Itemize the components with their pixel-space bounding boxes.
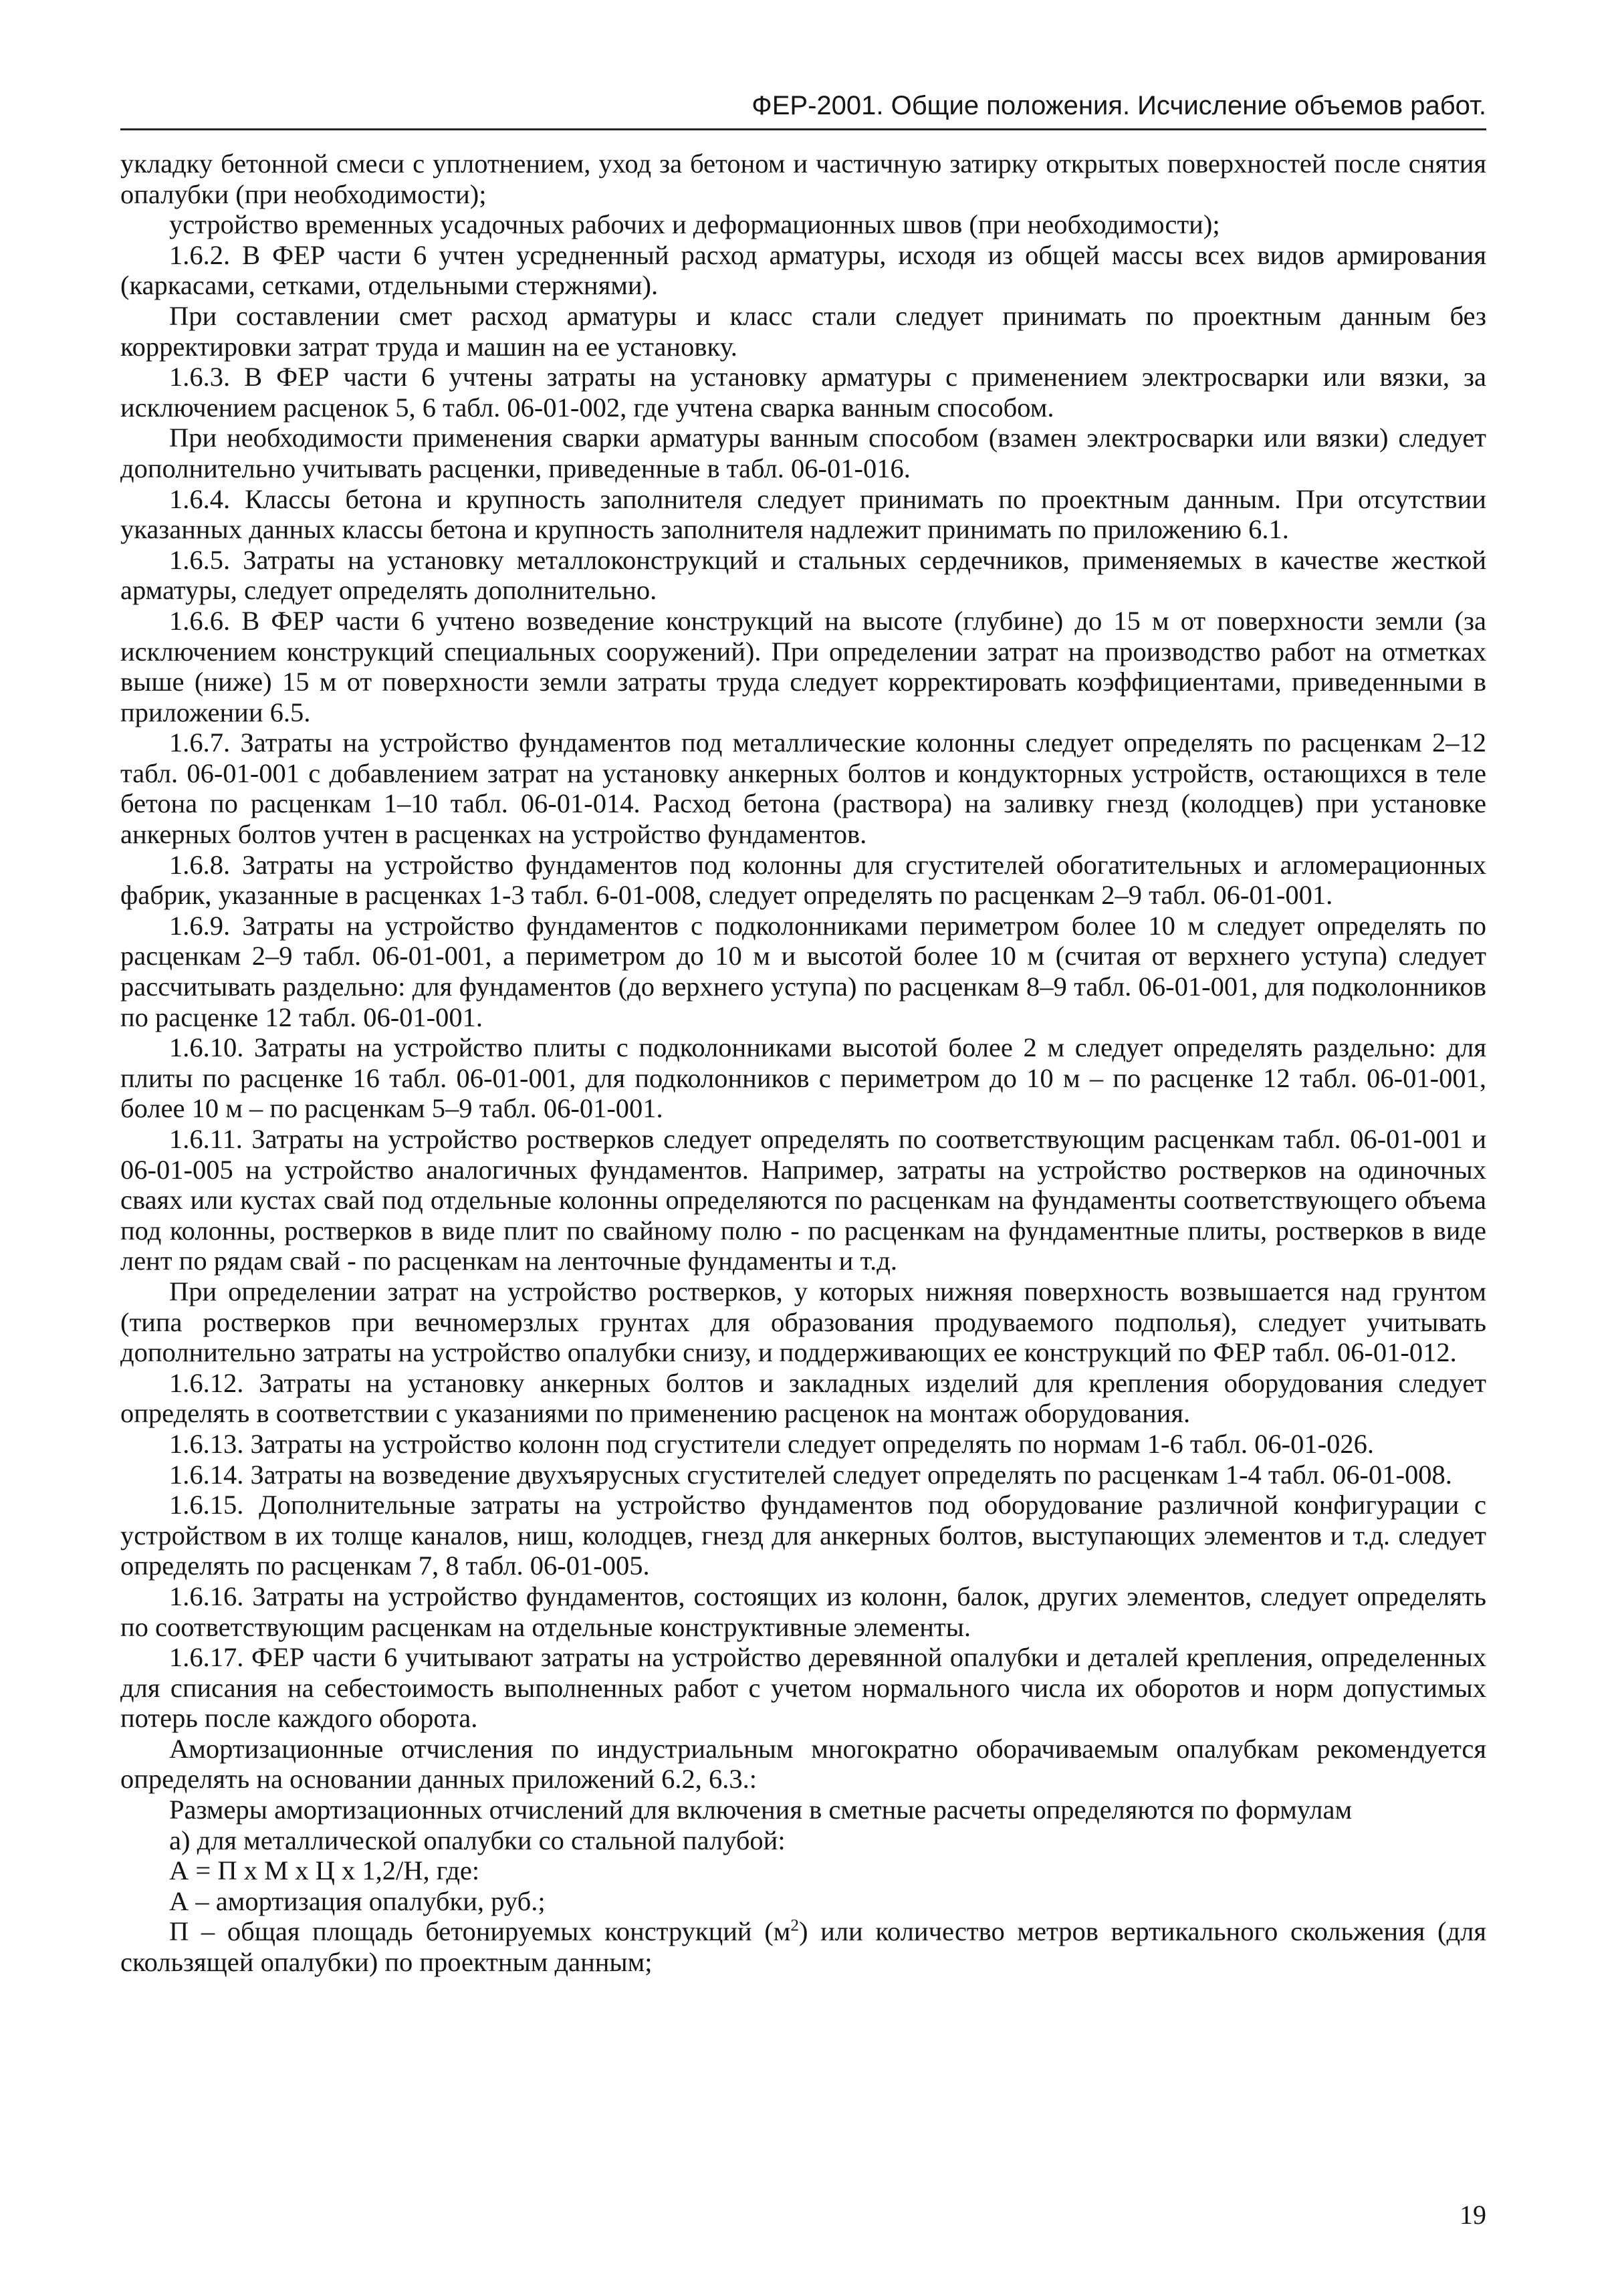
paragraph: 1.6.10. Затраты на устройство плиты с подколонниками высотой более 2 м следует определять раздельно: для плиты по расценке 16 табл. 06-01-001, для подколонников с периметром до 10 м – по расценке 12 табл. 06-01-001, более 10 м – по расценкам 5–9 табл. 06-01-001. — [120, 1032, 1486, 1124]
page-number: 19 — [1460, 2200, 1486, 2230]
paragraph: 1.6.15. Дополнительные затраты на устройство фундаментов под оборудование различной конфигурации с устройством в их толще каналов, ниш, колодцев, гнезд для анкерных болтов, выступающих элементов и т.д. следует определять по расценкам 7, 8 табл. 06-01-005. — [120, 1490, 1486, 1581]
paragraph: 1.6.4. Классы бетона и крупность заполнителя следует принимать по проектным данным. При отсутствии указанных данных классы бетона и крупность заполнителя надлежит принимать по приложению 6.1. — [120, 483, 1486, 545]
page-header — [120, 87, 1486, 124]
paragraph: укладку бетонной смеси с уплотнением, уход за бетоном и частичную затирку открытых поверхностей после снятия опалубки (при необходимости); — [120, 148, 1486, 209]
paragraph: При составлении смет расход арматуры и класс стали следует принимать по проектным данным без корректировки затрат труда и машин на ее установку. — [120, 300, 1486, 362]
paragraph: 1.6.14. Затраты на возведение двухъярусных сгустителей следует определять по расценкам 1-4 табл. 06-01-008. — [169, 1459, 1452, 1490]
paragraph: А – амортизация опалубки, руб.; — [169, 1885, 546, 1916]
header-title: ФЕР-2001. Общие положения. Исчисление объемов работ. — [751, 91, 1486, 120]
paragraph: 1.6.2. В ФЕР части 6 учтен усредненный расход арматуры, исходя из общей массы всех видов армирования (каркасами, сетками, отдельными стержнями). — [120, 239, 1486, 301]
paragraph-text: П – общая площадь бетонируемых конструкций (м — [169, 1916, 791, 1947]
paragraph: При определении затрат на устройство ростверков, у которых нижняя поверхность возвышается над грунтом (типа ростверков при вечномерзлых грунтах для образования продуваемого подполья), следует учитывать дополнительно затраты на устройство опалубки снизу, и поддерживающих ее конструкций по ФЕР табл. 06-01-012. — [120, 1276, 1486, 1368]
paragraph: 1.6.6. В ФЕР части 6 учтено возведение конструкций на высоте (глубине) до 15 м от поверхности земли (за исключением конструкций специальных сооружений). При определении затрат на производство работ на отметках выше (ниже) 15 м от поверхности земли затраты труда следует корректировать коэффициентами, приведенными в приложении 6.5. — [120, 605, 1486, 727]
paragraph: 1.6.12. Затраты на установку анкерных болтов и закладных изделий для крепления оборудования следует определять в соответствии с указаниями по применению расценок на монтаж оборудования. — [120, 1367, 1486, 1429]
paragraph: 1.6.13. Затраты на устройство колонн под сгустители следует определять по нормам 1-6 табл. 06-01-026. — [169, 1428, 1374, 1459]
paragraph: 1.6.11. Затраты на устройство ростверков следует определять по соответствующим расценкам табл. 06-01-001 и 06-01-005 на устройство аналогичных фундаментов. Например, затраты на устройство ростверков на одиночных сваях или кустах свай под отдельные колонны определяются по расценкам на фундаменты соответствующего объема под колонны, ростверков в виде плит по свайному полю - по расценкам на фундаментные плиты, ростверков в виде лент по рядам свай - по расценкам на ленточные фундаменты и т.д. — [120, 1124, 1486, 1276]
page-body — [120, 148, 1486, 1978]
paragraph: устройство временных усадочных рабочих и деформационных швов (при необходимости); — [169, 209, 1220, 240]
header-divider — [120, 128, 1486, 130]
formula: А = П х М х Ц х 1,2/Н, где: — [169, 1855, 480, 1886]
superscript: 2 — [790, 1916, 799, 1935]
paragraph: 1.6.8. Затраты на устройство фундаментов под колонны для сгустителей обогатительных и агломерационных фабрик, указанные в расценках 1-3 табл. 6-01-008, следует определять по расценкам 2–9 табл. 06-01-001. — [120, 849, 1486, 911]
paragraph: а) для металлической опалубки со стальной палубой: — [169, 1825, 786, 1855]
paragraph: Размеры амортизационных отчислений для включения в сметные расчеты определяются по формулам — [169, 1795, 1353, 1825]
paragraph: 1.6.5. Затраты на установку металлоконструкций и стальных сердечников, применяемых в качестве жесткой арматуры, следует определять дополнительно. — [120, 544, 1486, 606]
paragraph: Амортизационные отчисления по индустриальным многократно оборачиваемым опалубкам рекомендуется определять на основании данных приложений 6.2, 6.3.: — [120, 1733, 1486, 1795]
paragraph — [120, 1916, 1486, 1977]
paragraph: 1.6.9. Затраты на устройство фундаментов с подколонниками периметром более 10 м следует определять по расценкам 2–9 табл. 06-01-001, а периметром до 10 м и высотой более 10 м (считая от верхнего уступа) следует рассчитывать раздельно: для фундаментов (до верхнего уступа) по расценкам 8–9 табл. 06-01-001, для подколонников по расценке 12 табл. 06-01-001. — [120, 910, 1486, 1032]
paragraph: При необходимости применения сварки арматуры ванным способом (взамен электросварки или вязки) следует дополнительно учитывать расценки, приведенные в табл. 06-01-016. — [120, 423, 1486, 483]
paragraph: 1.6.17. ФЕР части 6 учитывают затраты на устройство деревянной опалубки и деталей крепления, определенных для списания на себестоимость выполненных работ с учетом нормального числа их оборотов и норм допустимых потерь после каждого оборота. — [120, 1642, 1486, 1734]
paragraph: 1.6.16. Затраты на устройство фундаментов, состоящих из колонн, балок, других элементов, следует определять по соответствующим расценкам на отдельные конструктивные элементы. — [120, 1581, 1486, 1642]
paragraph: 1.6.3. В ФЕР части 6 учтены затраты на установку арматуры с применением электросварки или вязки, за исключением расценок 5, 6 табл. 06-01-002, где учтена сварка ванным способом. — [120, 362, 1486, 423]
paragraph: 1.6.7. Затраты на устройство фундаментов под металлические колонны следует определять по расценкам 2–12 табл. 06-01-001 с добавлением затрат на установку анкерных болтов и кондукторных устройств, остающихся в теле бетона по расценкам 1–10 табл. 06-01-014. Расход бетона (раствора) на заливку гнезд (колодцев) при установке анкерных болтов учтен в расценках на устройство фундаментов. — [120, 727, 1486, 850]
paragraph-text: ) или количество метров вертикального скольжения (для скользящей опалубки) по проектным данным; — [120, 1916, 1486, 1978]
